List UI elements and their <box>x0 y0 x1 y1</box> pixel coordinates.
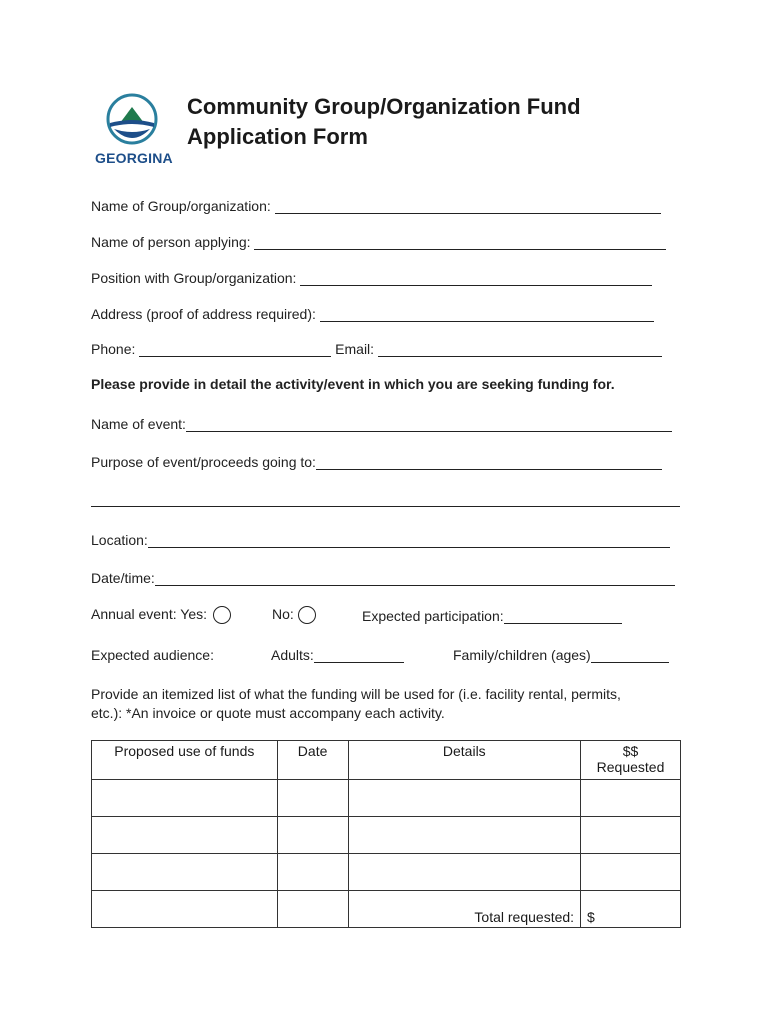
email-label: Email: <box>335 341 375 357</box>
phone-label: Phone: <box>91 341 136 357</box>
address-label: Address (proof of address required): <box>91 306 316 322</box>
table-row <box>92 817 681 854</box>
cell-proposed-use[interactable] <box>92 780 278 817</box>
logo-wordmark: GEORGINA <box>95 150 173 166</box>
event-instruction: Please provide in detail the activity/event in which you are seeking funding for. <box>91 376 615 392</box>
title-line-1: Community Group/Organization Fund <box>187 94 581 119</box>
title-line-2: Application Form <box>187 124 368 149</box>
itemized-instruction <box>91 685 621 723</box>
cell-date[interactable] <box>277 780 348 817</box>
header-date: Date <box>277 741 348 780</box>
address-row <box>91 306 654 322</box>
cell-date[interactable] <box>277 817 348 854</box>
annual-no-label: No: <box>272 606 294 622</box>
event-name-label: Name of event: <box>91 416 186 432</box>
position-row <box>91 270 652 286</box>
event-name-row <box>91 416 672 432</box>
header-dollar-signs: $$ <box>622 743 639 759</box>
location-label: Location: <box>91 532 148 548</box>
header-proposed-use: Proposed use of funds <box>92 741 278 780</box>
location-row <box>91 532 670 548</box>
page-title <box>187 92 581 152</box>
table-total-row <box>92 891 681 928</box>
email-field[interactable] <box>378 341 662 357</box>
person-field[interactable] <box>254 234 666 250</box>
total-label: Total requested: <box>348 891 581 928</box>
group-name-field[interactable] <box>275 198 661 214</box>
cell-amount[interactable] <box>581 780 681 817</box>
purpose-continuation-line[interactable] <box>91 506 680 507</box>
event-name-field[interactable] <box>186 416 672 432</box>
cell-amount[interactable] <box>581 817 681 854</box>
header-details: Details <box>348 741 581 780</box>
person-row <box>91 234 666 250</box>
funds-table <box>91 740 681 928</box>
purpose-label: Purpose of event/proceeds going to: <box>91 454 316 470</box>
datetime-row <box>91 570 675 586</box>
position-field[interactable] <box>300 270 652 286</box>
cell-proposed-use[interactable] <box>92 817 278 854</box>
cell-details[interactable] <box>348 854 581 891</box>
header-requested <box>581 741 681 780</box>
person-label: Name of person applying: <box>91 234 251 250</box>
georgina-logo <box>92 93 174 169</box>
datetime-label: Date/time: <box>91 570 155 586</box>
table-row <box>92 780 681 817</box>
participation-field[interactable] <box>504 608 622 624</box>
cell-date[interactable] <box>277 854 348 891</box>
cell-details[interactable] <box>348 780 581 817</box>
purpose-row <box>91 454 662 470</box>
family-field[interactable] <box>591 647 669 663</box>
cell-proposed-use[interactable] <box>92 891 278 928</box>
group-name-row <box>91 198 661 214</box>
annual-yes-label: Yes: <box>180 606 207 622</box>
cell-amount[interactable] <box>581 854 681 891</box>
adults-field[interactable] <box>314 647 404 663</box>
annual-yes-radio[interactable] <box>213 606 231 624</box>
position-label: Position with Group/organization: <box>91 270 297 286</box>
adults-label: Adults: <box>271 647 314 663</box>
family-group <box>453 647 669 663</box>
cell-details[interactable] <box>348 817 581 854</box>
georgina-emblem-icon <box>106 93 158 145</box>
annual-event-label: Annual event: <box>91 606 177 622</box>
location-field[interactable] <box>148 532 670 548</box>
purpose-field[interactable] <box>316 454 662 470</box>
participation-group <box>362 608 622 624</box>
header-requested-label: Requested <box>596 759 665 775</box>
adults-group <box>271 647 404 663</box>
datetime-field[interactable] <box>155 570 675 586</box>
cell-proposed-use[interactable] <box>92 854 278 891</box>
total-amount-field[interactable]: $ <box>581 891 681 928</box>
annual-event-row <box>91 606 231 624</box>
itemized-line-2: etc.): *An invoice or quote must accompany each activity. <box>91 705 445 721</box>
cell-date[interactable] <box>277 891 348 928</box>
group-name-label: Name of Group/organization: <box>91 198 271 214</box>
phone-field[interactable] <box>139 341 331 357</box>
participation-label: Expected participation: <box>362 608 504 624</box>
audience-label: Expected audience: <box>91 647 214 663</box>
address-field[interactable] <box>320 306 654 322</box>
annual-no-radio[interactable] <box>298 606 316 624</box>
contact-row <box>91 341 662 357</box>
table-row <box>92 854 681 891</box>
annual-no-group <box>272 606 316 624</box>
family-label: Family/children (ages) <box>453 647 591 663</box>
table-header-row <box>92 741 681 780</box>
itemized-line-1: Provide an itemized list of what the funding will be used for (i.e. facility rental, permits, <box>91 686 621 702</box>
